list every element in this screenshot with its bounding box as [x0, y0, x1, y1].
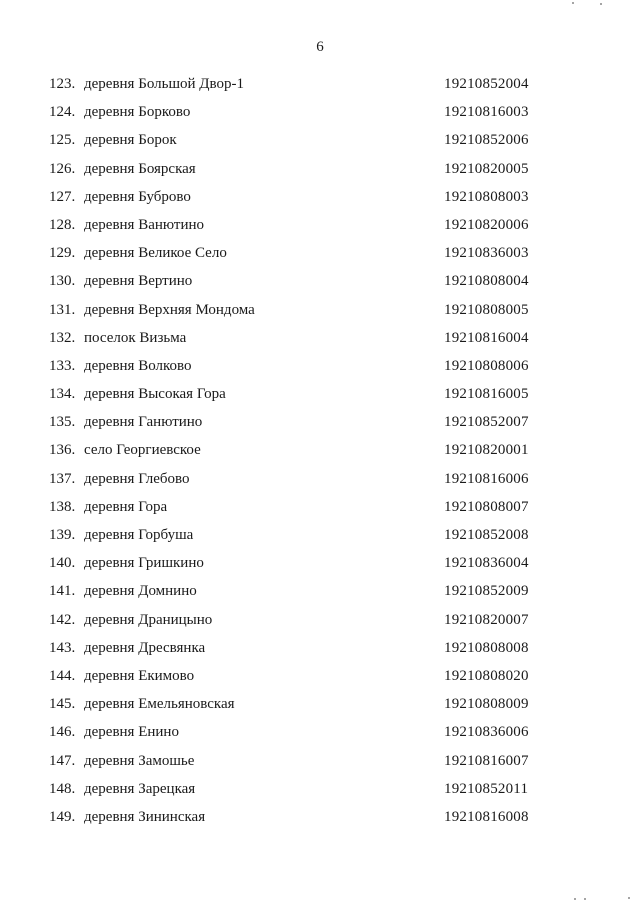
list-item — [0, 131, 640, 159]
settlement-code: 19210836004 — [444, 555, 529, 572]
settlement-name: деревня Дресвянка — [84, 639, 206, 656]
item-number: 133. — [49, 357, 76, 374]
scan-artifact — [574, 898, 576, 900]
list-item — [0, 385, 640, 413]
list-item — [0, 470, 640, 498]
list-item — [0, 695, 640, 723]
item-number: 126. — [49, 160, 76, 177]
settlement-code: 19210808007 — [444, 498, 529, 515]
settlement-code: 19210816003 — [444, 104, 529, 121]
item-number: 127. — [49, 188, 76, 205]
settlement-name: деревня Горбуша — [84, 527, 194, 543]
settlement-name: деревня Великое Село — [84, 245, 227, 262]
item-number: 145. — [49, 696, 76, 713]
settlement-code: 19210808006 — [444, 357, 529, 374]
list-item — [0, 244, 640, 272]
settlement-name: деревня Ванютино — [84, 216, 205, 233]
settlement-name: поселок Визьма — [84, 329, 187, 346]
settlement-name: деревня Волково — [84, 357, 192, 374]
list-item — [0, 103, 640, 131]
settlement-code: 19210808008 — [444, 639, 529, 656]
item-number: 142. — [49, 611, 76, 628]
settlement-name: деревня Большой Двор-1 — [84, 76, 244, 92]
list-item — [0, 611, 640, 639]
item-number: 143. — [49, 639, 76, 656]
list-item — [0, 582, 640, 610]
settlement-name: деревня Ганютино — [84, 414, 203, 431]
item-number: 139. — [49, 527, 76, 543]
settlement-name: деревня Домнино — [84, 583, 197, 600]
item-number: 140. — [49, 555, 76, 572]
item-number: 141. — [49, 583, 76, 600]
item-number: 130. — [49, 273, 76, 290]
list-item — [0, 301, 640, 329]
settlement-code: 19210820007 — [444, 611, 529, 628]
settlement-code: 19210816004 — [444, 329, 529, 346]
settlement-name: деревня Глебово — [84, 470, 190, 487]
settlement-name: деревня Борок — [84, 132, 177, 149]
settlement-name: деревня Буброво — [84, 188, 191, 205]
item-number: 136. — [49, 442, 76, 459]
settlement-name: деревня Зарецкая — [84, 780, 196, 797]
settlement-code: 19210820006 — [444, 216, 529, 233]
scan-artifact — [628, 897, 630, 899]
list-item — [0, 329, 640, 357]
settlement-name: деревня Гора — [84, 498, 168, 515]
settlement-name: село Георгиевское — [84, 442, 201, 459]
item-number: 147. — [49, 752, 76, 769]
settlement-name: деревня Зининская — [84, 808, 206, 825]
settlement-name: деревня Енино — [84, 724, 179, 741]
settlement-code: 19210852004 — [444, 76, 529, 92]
settlement-code: 19210820001 — [444, 442, 529, 459]
item-number: 131. — [49, 301, 76, 318]
list-item — [0, 75, 640, 103]
settlement-list — [0, 75, 640, 836]
list-item — [0, 639, 640, 667]
list-item — [0, 188, 640, 216]
settlement-code: 19210852006 — [444, 132, 529, 149]
settlement-name: деревня Верхняя Мондома — [84, 301, 255, 318]
item-number: 135. — [49, 414, 76, 431]
settlement-code: 19210808005 — [444, 301, 529, 318]
settlement-code: 19210808009 — [444, 696, 529, 713]
settlement-name: деревня Боярская — [84, 160, 196, 177]
list-item — [0, 413, 640, 441]
item-number: 138. — [49, 498, 76, 515]
settlement-code: 19210816006 — [444, 470, 529, 487]
scan-artifact — [572, 2, 574, 4]
list-item — [0, 441, 640, 469]
settlement-code: 19210808004 — [444, 273, 529, 290]
item-number: 137. — [49, 470, 76, 487]
list-item — [0, 272, 640, 300]
settlement-code: 19210852009 — [444, 583, 529, 600]
list-item — [0, 526, 640, 554]
settlement-name: деревня Вертино — [84, 273, 193, 290]
settlement-code: 19210816007 — [444, 752, 529, 769]
list-item — [0, 498, 640, 526]
item-number: 124. — [49, 104, 76, 121]
settlement-code: 19210852007 — [444, 414, 529, 431]
item-number: 144. — [49, 667, 76, 684]
list-item — [0, 216, 640, 244]
item-number: 148. — [49, 780, 76, 797]
page-number: 6 — [316, 39, 324, 55]
settlement-code: 19210836006 — [444, 724, 529, 741]
settlement-name: деревня Екимово — [84, 667, 195, 684]
item-number: 123. — [49, 76, 76, 92]
settlement-name: деревня Высокая Гора — [84, 386, 226, 403]
settlement-code: 19210808020 — [444, 667, 529, 684]
list-item — [0, 554, 640, 582]
settlement-name: деревня Гришкино — [84, 555, 204, 572]
item-number: 128. — [49, 216, 76, 233]
scan-artifact — [600, 3, 602, 5]
scan-artifact — [584, 898, 586, 900]
settlement-code: 19210808003 — [444, 188, 529, 205]
item-number: 132. — [49, 329, 76, 346]
item-number: 125. — [49, 132, 76, 149]
settlement-name: деревня Драницыно — [84, 611, 213, 628]
list-item — [0, 667, 640, 695]
item-number: 129. — [49, 245, 76, 262]
settlement-code: 19210820005 — [444, 160, 529, 177]
list-item — [0, 160, 640, 188]
item-number: 146. — [49, 724, 76, 741]
list-item — [0, 723, 640, 751]
settlement-code: 19210852008 — [444, 527, 529, 543]
list-item — [0, 808, 640, 836]
list-item — [0, 752, 640, 780]
list-item — [0, 357, 640, 385]
settlement-code: 19210816008 — [444, 808, 529, 825]
item-number: 134. — [49, 386, 76, 403]
settlement-name: деревня Замошье — [84, 752, 195, 769]
item-number: 149. — [49, 808, 76, 825]
list-item — [0, 780, 640, 808]
settlement-code: 19210852011 — [444, 780, 529, 797]
settlement-code: 19210836003 — [444, 245, 529, 262]
settlement-name: деревня Емельяновская — [84, 696, 235, 713]
settlement-name: деревня Борково — [84, 104, 191, 121]
settlement-code: 19210816005 — [444, 386, 529, 403]
